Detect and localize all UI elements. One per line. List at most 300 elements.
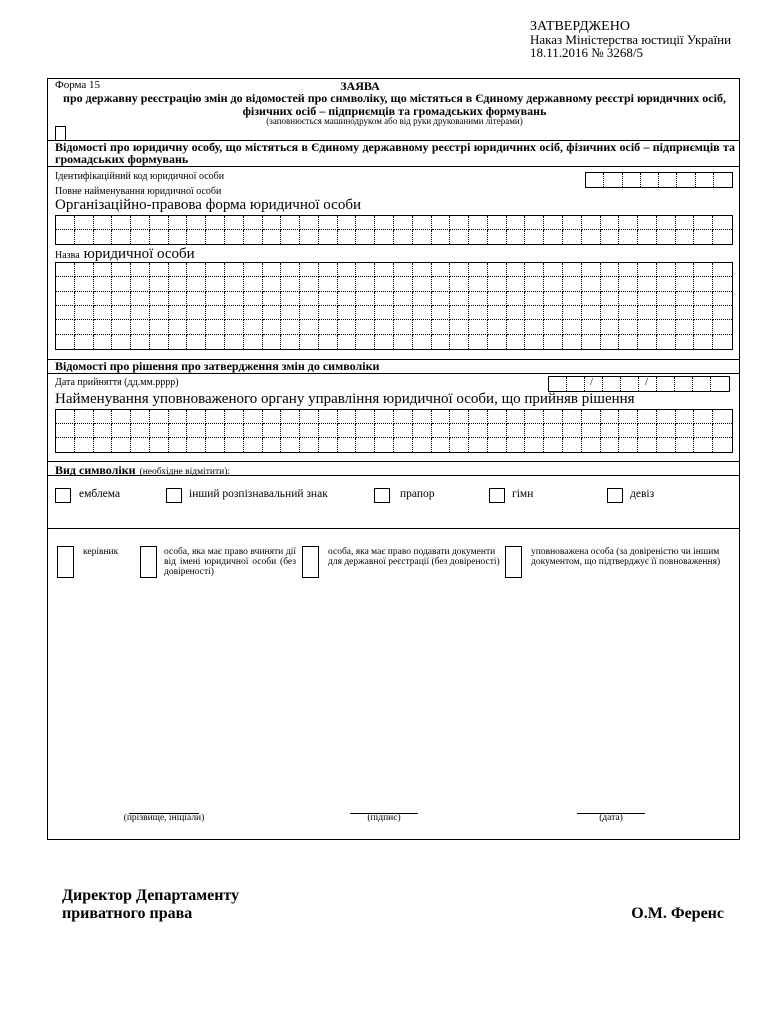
char-cell[interactable] xyxy=(56,216,75,230)
char-cell[interactable] xyxy=(94,230,113,244)
char-cell[interactable] xyxy=(488,230,507,244)
char-cell[interactable] xyxy=(604,173,622,187)
char-cell[interactable] xyxy=(525,424,544,438)
char-cell[interactable] xyxy=(356,263,375,277)
decision-date-input-grid[interactable] xyxy=(548,376,730,392)
char-cell[interactable] xyxy=(187,292,206,306)
char-cell[interactable] xyxy=(112,320,131,334)
char-cell[interactable] xyxy=(150,292,169,306)
char-cell[interactable] xyxy=(469,424,488,438)
char-cell[interactable] xyxy=(601,230,620,244)
char-cell[interactable] xyxy=(450,306,469,320)
char-cell[interactable] xyxy=(563,263,582,277)
char-cell[interactable] xyxy=(375,320,394,334)
char-cell[interactable] xyxy=(713,424,732,438)
char-cell[interactable] xyxy=(356,410,375,424)
declarant-submitter-checkbox[interactable] xyxy=(302,546,319,578)
char-cell[interactable] xyxy=(638,424,657,438)
char-cell[interactable] xyxy=(300,216,319,230)
char-cell[interactable] xyxy=(675,377,693,391)
char-cell[interactable] xyxy=(694,216,713,230)
char-cell[interactable] xyxy=(507,230,526,244)
char-cell[interactable] xyxy=(563,292,582,306)
char-cell[interactable] xyxy=(657,306,676,320)
char-cell[interactable] xyxy=(544,424,563,438)
char-cell[interactable] xyxy=(507,277,526,291)
char-cell[interactable] xyxy=(488,410,507,424)
char-cell[interactable] xyxy=(488,216,507,230)
char-cell[interactable] xyxy=(150,410,169,424)
char-cell[interactable] xyxy=(507,216,526,230)
distinctive-sign-checkbox[interactable] xyxy=(166,488,182,503)
char-cell[interactable] xyxy=(131,230,150,244)
char-cell[interactable] xyxy=(657,263,676,277)
char-cell[interactable] xyxy=(206,424,225,438)
char-cell[interactable] xyxy=(413,216,432,230)
char-cell[interactable] xyxy=(563,306,582,320)
char-cell[interactable] xyxy=(338,230,357,244)
char-cell[interactable] xyxy=(638,306,657,320)
char-cell[interactable] xyxy=(603,377,621,391)
char-cell[interactable] xyxy=(394,438,413,452)
char-cell[interactable] xyxy=(657,410,676,424)
char-cell[interactable] xyxy=(338,424,357,438)
char-cell[interactable] xyxy=(244,306,263,320)
declarant-authorized-checkbox[interactable] xyxy=(505,546,522,578)
char-cell[interactable] xyxy=(693,377,711,391)
char-cell[interactable] xyxy=(676,320,695,334)
char-cell[interactable] xyxy=(150,424,169,438)
char-cell[interactable] xyxy=(319,263,338,277)
char-cell[interactable] xyxy=(525,335,544,349)
char-cell[interactable] xyxy=(375,424,394,438)
anthem-checkbox[interactable] xyxy=(489,488,505,503)
char-cell[interactable] xyxy=(582,438,601,452)
char-cell[interactable] xyxy=(488,424,507,438)
char-cell[interactable] xyxy=(225,216,244,230)
char-cell[interactable] xyxy=(169,424,188,438)
char-cell[interactable] xyxy=(469,277,488,291)
char-cell[interactable] xyxy=(432,216,451,230)
char-cell[interactable] xyxy=(56,410,75,424)
char-cell[interactable] xyxy=(300,438,319,452)
char-cell[interactable] xyxy=(131,216,150,230)
char-cell[interactable] xyxy=(187,216,206,230)
char-cell[interactable] xyxy=(94,306,113,320)
char-cell[interactable] xyxy=(525,320,544,334)
char-cell[interactable] xyxy=(281,306,300,320)
char-cell[interactable] xyxy=(56,335,75,349)
char-cell[interactable] xyxy=(112,438,131,452)
char-cell[interactable] xyxy=(150,438,169,452)
char-cell[interactable] xyxy=(488,320,507,334)
char-cell[interactable] xyxy=(150,320,169,334)
char-cell[interactable] xyxy=(75,424,94,438)
char-cell[interactable] xyxy=(56,306,75,320)
char-cell[interactable] xyxy=(450,230,469,244)
char-cell[interactable] xyxy=(75,263,94,277)
char-cell[interactable] xyxy=(563,424,582,438)
char-cell[interactable] xyxy=(319,216,338,230)
char-cell[interactable] xyxy=(356,216,375,230)
char-cell[interactable] xyxy=(563,410,582,424)
char-cell[interactable] xyxy=(300,263,319,277)
char-cell[interactable] xyxy=(225,410,244,424)
char-cell[interactable] xyxy=(619,306,638,320)
char-cell[interactable] xyxy=(112,410,131,424)
char-cell[interactable] xyxy=(394,410,413,424)
char-cell[interactable] xyxy=(131,424,150,438)
declarant-head-checkbox[interactable] xyxy=(57,546,74,578)
char-cell[interactable] xyxy=(696,173,714,187)
flag-checkbox[interactable] xyxy=(374,488,390,503)
char-cell[interactable] xyxy=(150,306,169,320)
char-cell[interactable] xyxy=(75,216,94,230)
char-cell[interactable] xyxy=(413,277,432,291)
char-cell[interactable] xyxy=(694,292,713,306)
char-cell[interactable] xyxy=(582,320,601,334)
char-cell[interactable] xyxy=(263,306,282,320)
char-cell[interactable] xyxy=(56,320,75,334)
char-cell[interactable] xyxy=(432,410,451,424)
char-cell[interactable] xyxy=(601,335,620,349)
char-cell[interactable] xyxy=(694,263,713,277)
char-cell[interactable] xyxy=(319,410,338,424)
char-cell[interactable] xyxy=(582,292,601,306)
char-cell[interactable] xyxy=(338,438,357,452)
char-cell[interactable] xyxy=(244,424,263,438)
char-cell[interactable] xyxy=(375,277,394,291)
char-cell[interactable] xyxy=(169,335,188,349)
char-cell[interactable] xyxy=(150,263,169,277)
char-cell[interactable] xyxy=(694,320,713,334)
char-cell[interactable] xyxy=(225,277,244,291)
char-cell[interactable] xyxy=(244,320,263,334)
char-cell[interactable] xyxy=(413,292,432,306)
char-cell[interactable] xyxy=(676,335,695,349)
char-cell[interactable] xyxy=(657,277,676,291)
char-cell[interactable] xyxy=(619,277,638,291)
char-cell[interactable] xyxy=(225,424,244,438)
char-cell[interactable] xyxy=(75,320,94,334)
char-cell[interactable] xyxy=(507,306,526,320)
char-cell[interactable] xyxy=(549,377,567,391)
char-cell[interactable] xyxy=(638,410,657,424)
char-cell[interactable] xyxy=(338,277,357,291)
char-cell[interactable] xyxy=(94,410,113,424)
char-cell[interactable] xyxy=(694,410,713,424)
char-cell[interactable] xyxy=(375,335,394,349)
char-cell[interactable] xyxy=(131,306,150,320)
char-cell[interactable] xyxy=(525,216,544,230)
char-cell[interactable] xyxy=(621,377,639,391)
char-cell[interactable] xyxy=(525,277,544,291)
char-cell[interactable] xyxy=(432,292,451,306)
char-cell[interactable] xyxy=(56,424,75,438)
char-cell[interactable] xyxy=(694,306,713,320)
char-cell[interactable] xyxy=(659,173,677,187)
char-cell[interactable] xyxy=(601,277,620,291)
char-cell[interactable] xyxy=(713,438,732,452)
char-cell[interactable] xyxy=(94,263,113,277)
char-cell[interactable] xyxy=(657,424,676,438)
char-cell[interactable] xyxy=(713,320,732,334)
char-cell[interactable] xyxy=(394,216,413,230)
char-cell[interactable] xyxy=(711,377,729,391)
char-cell[interactable] xyxy=(244,335,263,349)
char-cell[interactable] xyxy=(375,216,394,230)
char-cell[interactable] xyxy=(131,277,150,291)
char-cell[interactable] xyxy=(507,320,526,334)
char-cell[interactable] xyxy=(356,277,375,291)
char-cell[interactable] xyxy=(131,335,150,349)
char-cell[interactable] xyxy=(657,292,676,306)
char-cell[interactable] xyxy=(338,263,357,277)
char-cell[interactable] xyxy=(713,230,732,244)
char-cell[interactable] xyxy=(619,263,638,277)
char-cell[interactable] xyxy=(582,216,601,230)
char-cell[interactable] xyxy=(300,277,319,291)
char-cell[interactable] xyxy=(450,292,469,306)
char-cell[interactable] xyxy=(469,263,488,277)
char-cell[interactable] xyxy=(450,438,469,452)
char-cell[interactable] xyxy=(657,438,676,452)
char-cell[interactable] xyxy=(544,292,563,306)
char-cell[interactable] xyxy=(394,320,413,334)
emblem-checkbox[interactable] xyxy=(55,488,71,503)
char-cell[interactable] xyxy=(714,173,732,187)
char-cell[interactable] xyxy=(525,292,544,306)
char-cell[interactable] xyxy=(413,306,432,320)
char-cell[interactable] xyxy=(225,230,244,244)
char-cell[interactable] xyxy=(525,410,544,424)
char-cell[interactable] xyxy=(187,230,206,244)
char-cell[interactable] xyxy=(544,306,563,320)
char-cell[interactable] xyxy=(169,438,188,452)
char-cell[interactable] xyxy=(375,410,394,424)
char-cell[interactable] xyxy=(319,424,338,438)
char-cell[interactable] xyxy=(563,277,582,291)
char-cell[interactable] xyxy=(131,263,150,277)
char-cell[interactable] xyxy=(187,410,206,424)
char-cell[interactable] xyxy=(150,216,169,230)
char-cell[interactable] xyxy=(75,306,94,320)
char-cell[interactable] xyxy=(469,438,488,452)
char-cell[interactable] xyxy=(263,263,282,277)
char-cell[interactable] xyxy=(694,424,713,438)
char-cell[interactable] xyxy=(601,263,620,277)
char-cell[interactable] xyxy=(488,277,507,291)
char-cell[interactable] xyxy=(112,424,131,438)
char-cell[interactable] xyxy=(281,424,300,438)
char-cell[interactable] xyxy=(281,292,300,306)
char-cell[interactable] xyxy=(75,277,94,291)
char-cell[interactable] xyxy=(112,216,131,230)
char-cell[interactable] xyxy=(338,216,357,230)
char-cell[interactable] xyxy=(567,377,585,391)
char-cell[interactable] xyxy=(206,306,225,320)
form-mark-checkbox[interactable] xyxy=(55,126,66,141)
char-cell[interactable] xyxy=(638,230,657,244)
char-cell[interactable] xyxy=(394,424,413,438)
char-cell[interactable] xyxy=(713,216,732,230)
char-cell[interactable] xyxy=(432,438,451,452)
char-cell[interactable] xyxy=(488,263,507,277)
char-cell[interactable] xyxy=(563,230,582,244)
char-cell[interactable] xyxy=(319,292,338,306)
char-cell[interactable] xyxy=(338,335,357,349)
char-cell[interactable] xyxy=(713,292,732,306)
char-cell[interactable] xyxy=(244,438,263,452)
char-cell[interactable] xyxy=(619,230,638,244)
char-cell[interactable] xyxy=(244,216,263,230)
id-code-input-grid[interactable] xyxy=(585,172,733,188)
char-cell[interactable] xyxy=(413,263,432,277)
char-cell[interactable] xyxy=(713,335,732,349)
char-cell[interactable] xyxy=(676,438,695,452)
char-cell[interactable] xyxy=(394,263,413,277)
char-cell[interactable] xyxy=(544,410,563,424)
char-cell[interactable] xyxy=(263,335,282,349)
char-cell[interactable] xyxy=(413,320,432,334)
char-cell[interactable] xyxy=(169,306,188,320)
char-cell[interactable] xyxy=(263,230,282,244)
char-cell[interactable] xyxy=(112,306,131,320)
char-cell[interactable] xyxy=(585,377,603,391)
char-cell[interactable] xyxy=(413,335,432,349)
char-cell[interactable] xyxy=(432,306,451,320)
char-cell[interactable] xyxy=(112,230,131,244)
char-cell[interactable] xyxy=(432,424,451,438)
char-cell[interactable] xyxy=(432,230,451,244)
char-cell[interactable] xyxy=(601,410,620,424)
char-cell[interactable] xyxy=(206,438,225,452)
char-cell[interactable] xyxy=(450,216,469,230)
char-cell[interactable] xyxy=(263,438,282,452)
char-cell[interactable] xyxy=(169,320,188,334)
char-cell[interactable] xyxy=(413,410,432,424)
char-cell[interactable] xyxy=(641,173,659,187)
char-cell[interactable] xyxy=(187,320,206,334)
char-cell[interactable] xyxy=(413,230,432,244)
char-cell[interactable] xyxy=(657,335,676,349)
char-cell[interactable] xyxy=(169,263,188,277)
char-cell[interactable] xyxy=(300,320,319,334)
char-cell[interactable] xyxy=(563,335,582,349)
char-cell[interactable] xyxy=(544,335,563,349)
char-cell[interactable] xyxy=(131,438,150,452)
char-cell[interactable] xyxy=(263,320,282,334)
char-cell[interactable] xyxy=(657,230,676,244)
char-cell[interactable] xyxy=(413,424,432,438)
char-cell[interactable] xyxy=(601,292,620,306)
char-cell[interactable] xyxy=(713,263,732,277)
char-cell[interactable] xyxy=(281,277,300,291)
char-cell[interactable] xyxy=(582,410,601,424)
char-cell[interactable] xyxy=(338,410,357,424)
char-cell[interactable] xyxy=(263,277,282,291)
char-cell[interactable] xyxy=(225,306,244,320)
char-cell[interactable] xyxy=(131,320,150,334)
char-cell[interactable] xyxy=(131,292,150,306)
char-cell[interactable] xyxy=(187,424,206,438)
char-cell[interactable] xyxy=(563,216,582,230)
char-cell[interactable] xyxy=(56,263,75,277)
char-cell[interactable] xyxy=(338,292,357,306)
char-cell[interactable] xyxy=(450,335,469,349)
char-cell[interactable] xyxy=(582,230,601,244)
char-cell[interactable] xyxy=(563,438,582,452)
char-cell[interactable] xyxy=(75,410,94,424)
char-cell[interactable] xyxy=(586,173,604,187)
char-cell[interactable] xyxy=(281,230,300,244)
char-cell[interactable] xyxy=(319,306,338,320)
char-cell[interactable] xyxy=(582,263,601,277)
char-cell[interactable] xyxy=(601,438,620,452)
char-cell[interactable] xyxy=(601,424,620,438)
authority-input-grid[interactable] xyxy=(55,409,733,453)
char-cell[interactable] xyxy=(657,216,676,230)
char-cell[interactable] xyxy=(582,277,601,291)
char-cell[interactable] xyxy=(469,410,488,424)
char-cell[interactable] xyxy=(356,424,375,438)
char-cell[interactable] xyxy=(375,438,394,452)
char-cell[interactable] xyxy=(356,335,375,349)
char-cell[interactable] xyxy=(638,320,657,334)
char-cell[interactable] xyxy=(582,424,601,438)
char-cell[interactable] xyxy=(206,277,225,291)
char-cell[interactable] xyxy=(356,230,375,244)
char-cell[interactable] xyxy=(206,410,225,424)
char-cell[interactable] xyxy=(112,335,131,349)
char-cell[interactable] xyxy=(623,173,641,187)
char-cell[interactable] xyxy=(432,335,451,349)
char-cell[interactable] xyxy=(601,320,620,334)
char-cell[interactable] xyxy=(244,410,263,424)
char-cell[interactable] xyxy=(507,410,526,424)
char-cell[interactable] xyxy=(169,410,188,424)
char-cell[interactable] xyxy=(713,306,732,320)
char-cell[interactable] xyxy=(75,292,94,306)
char-cell[interactable] xyxy=(169,216,188,230)
char-cell[interactable] xyxy=(169,230,188,244)
char-cell[interactable] xyxy=(638,263,657,277)
char-cell[interactable] xyxy=(638,277,657,291)
char-cell[interactable] xyxy=(657,320,676,334)
char-cell[interactable] xyxy=(263,410,282,424)
char-cell[interactable] xyxy=(338,306,357,320)
char-cell[interactable] xyxy=(432,277,451,291)
char-cell[interactable] xyxy=(187,263,206,277)
char-cell[interactable] xyxy=(713,277,732,291)
char-cell[interactable] xyxy=(450,320,469,334)
char-cell[interactable] xyxy=(319,230,338,244)
char-cell[interactable] xyxy=(601,216,620,230)
char-cell[interactable] xyxy=(507,424,526,438)
char-cell[interactable] xyxy=(375,230,394,244)
char-cell[interactable] xyxy=(94,424,113,438)
char-cell[interactable] xyxy=(94,320,113,334)
char-cell[interactable] xyxy=(244,277,263,291)
char-cell[interactable] xyxy=(582,306,601,320)
char-cell[interactable] xyxy=(525,263,544,277)
char-cell[interactable] xyxy=(413,438,432,452)
char-cell[interactable] xyxy=(544,320,563,334)
char-cell[interactable] xyxy=(525,438,544,452)
char-cell[interactable] xyxy=(394,277,413,291)
char-cell[interactable] xyxy=(187,438,206,452)
char-cell[interactable] xyxy=(619,216,638,230)
